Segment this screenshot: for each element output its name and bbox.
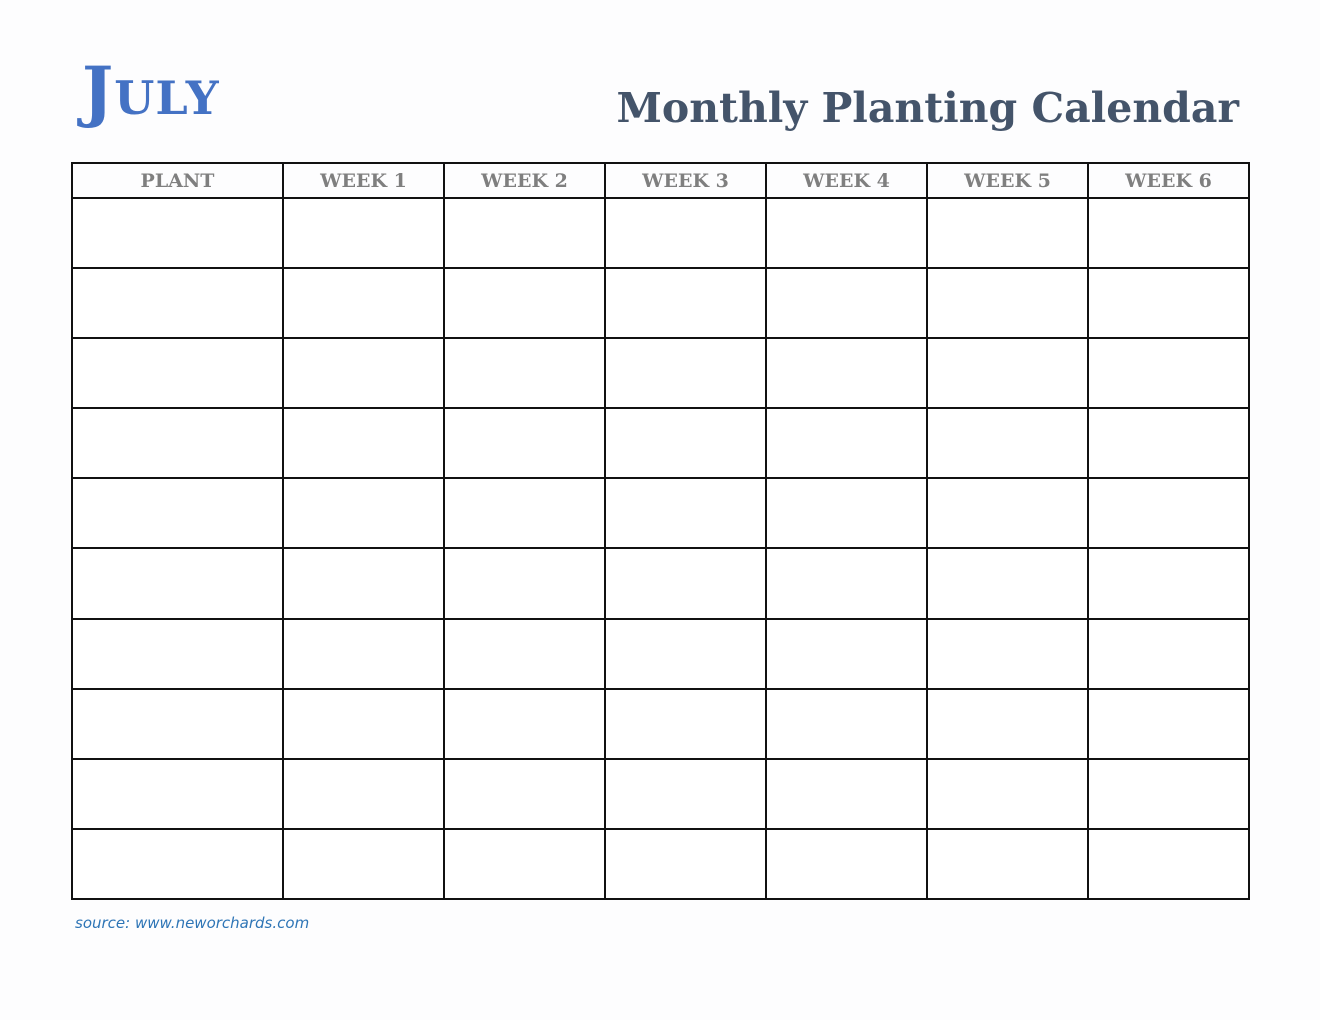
plant-cell[interactable] [72, 478, 283, 548]
week-cell[interactable] [444, 619, 605, 689]
week-cell[interactable] [605, 689, 766, 759]
week-cell[interactable] [444, 198, 605, 268]
week-cell[interactable] [283, 548, 444, 618]
column-header-week-4: WEEK 4 [766, 163, 927, 198]
plant-cell[interactable] [72, 829, 283, 899]
week-cell[interactable] [283, 619, 444, 689]
planting-calendar-table [71, 162, 1250, 900]
week-cell[interactable] [605, 829, 766, 899]
table-body [72, 198, 1249, 899]
week-cell[interactable] [605, 198, 766, 268]
plant-cell[interactable] [72, 689, 283, 759]
week-cell[interactable] [605, 759, 766, 829]
week-cell[interactable] [927, 198, 1088, 268]
table-row [72, 408, 1249, 478]
week-cell[interactable] [444, 829, 605, 899]
week-cell[interactable] [283, 759, 444, 829]
week-cell[interactable] [927, 338, 1088, 408]
plant-cell[interactable] [72, 198, 283, 268]
table-row [72, 829, 1249, 899]
week-cell[interactable] [766, 268, 927, 338]
week-cell[interactable] [927, 408, 1088, 478]
week-cell[interactable] [605, 548, 766, 618]
week-cell[interactable] [283, 198, 444, 268]
week-cell[interactable] [927, 689, 1088, 759]
week-cell[interactable] [1088, 619, 1249, 689]
week-cell[interactable] [283, 478, 444, 548]
month-title [82, 52, 220, 130]
week-cell[interactable] [444, 689, 605, 759]
week-cell[interactable] [927, 829, 1088, 899]
table-row [72, 268, 1249, 338]
plant-cell[interactable] [72, 759, 283, 829]
week-cell[interactable] [605, 268, 766, 338]
table-row [72, 338, 1249, 408]
column-header-week-6: WEEK 6 [1088, 163, 1249, 198]
week-cell[interactable] [766, 198, 927, 268]
month-name: July [82, 52, 220, 130]
column-header-plant: PLANT [72, 163, 283, 198]
week-cell[interactable] [1088, 689, 1249, 759]
plant-cell[interactable] [72, 268, 283, 338]
week-cell[interactable] [766, 548, 927, 618]
week-cell[interactable] [1088, 338, 1249, 408]
plant-cell[interactable] [72, 408, 283, 478]
column-header-week-5: WEEK 5 [927, 163, 1088, 198]
week-cell[interactable] [1088, 548, 1249, 618]
week-cell[interactable] [605, 478, 766, 548]
column-header-week-1: WEEK 1 [283, 163, 444, 198]
week-cell[interactable] [1088, 198, 1249, 268]
week-cell[interactable] [1088, 759, 1249, 829]
week-cell[interactable] [444, 338, 605, 408]
week-cell[interactable] [605, 408, 766, 478]
week-cell[interactable] [605, 619, 766, 689]
week-cell[interactable] [444, 268, 605, 338]
week-cell[interactable] [283, 338, 444, 408]
plant-cell[interactable] [72, 619, 283, 689]
table-row [72, 478, 1249, 548]
table-header-row [72, 163, 1249, 198]
column-header-week-3: WEEK 3 [605, 163, 766, 198]
week-cell[interactable] [927, 548, 1088, 618]
week-cell[interactable] [927, 478, 1088, 548]
week-cell[interactable] [444, 478, 605, 548]
week-cell[interactable] [927, 268, 1088, 338]
week-cell[interactable] [1088, 478, 1249, 548]
week-cell[interactable] [283, 408, 444, 478]
week-cell[interactable] [1088, 829, 1249, 899]
column-header-week-2: WEEK 2 [444, 163, 605, 198]
week-cell[interactable] [444, 408, 605, 478]
table-row [72, 548, 1249, 618]
week-cell[interactable] [766, 759, 927, 829]
week-cell[interactable] [283, 829, 444, 899]
plant-cell[interactable] [72, 338, 283, 408]
page-title: Monthly Planting Calendar [616, 84, 1239, 132]
week-cell[interactable] [766, 829, 927, 899]
table-row [72, 689, 1249, 759]
week-cell[interactable] [766, 478, 927, 548]
table-row [72, 759, 1249, 829]
week-cell[interactable] [766, 408, 927, 478]
week-cell[interactable] [283, 268, 444, 338]
week-cell[interactable] [605, 338, 766, 408]
table-row [72, 619, 1249, 689]
week-cell[interactable] [444, 759, 605, 829]
week-cell[interactable] [766, 338, 927, 408]
week-cell[interactable] [283, 689, 444, 759]
week-cell[interactable] [1088, 408, 1249, 478]
week-cell[interactable] [927, 619, 1088, 689]
week-cell[interactable] [766, 689, 927, 759]
source-note[interactable]: source: www.neworchards.com [75, 914, 310, 932]
table-row [72, 198, 1249, 268]
week-cell[interactable] [766, 619, 927, 689]
week-cell[interactable] [444, 548, 605, 618]
week-cell[interactable] [1088, 268, 1249, 338]
plant-cell[interactable] [72, 548, 283, 618]
week-cell[interactable] [927, 759, 1088, 829]
